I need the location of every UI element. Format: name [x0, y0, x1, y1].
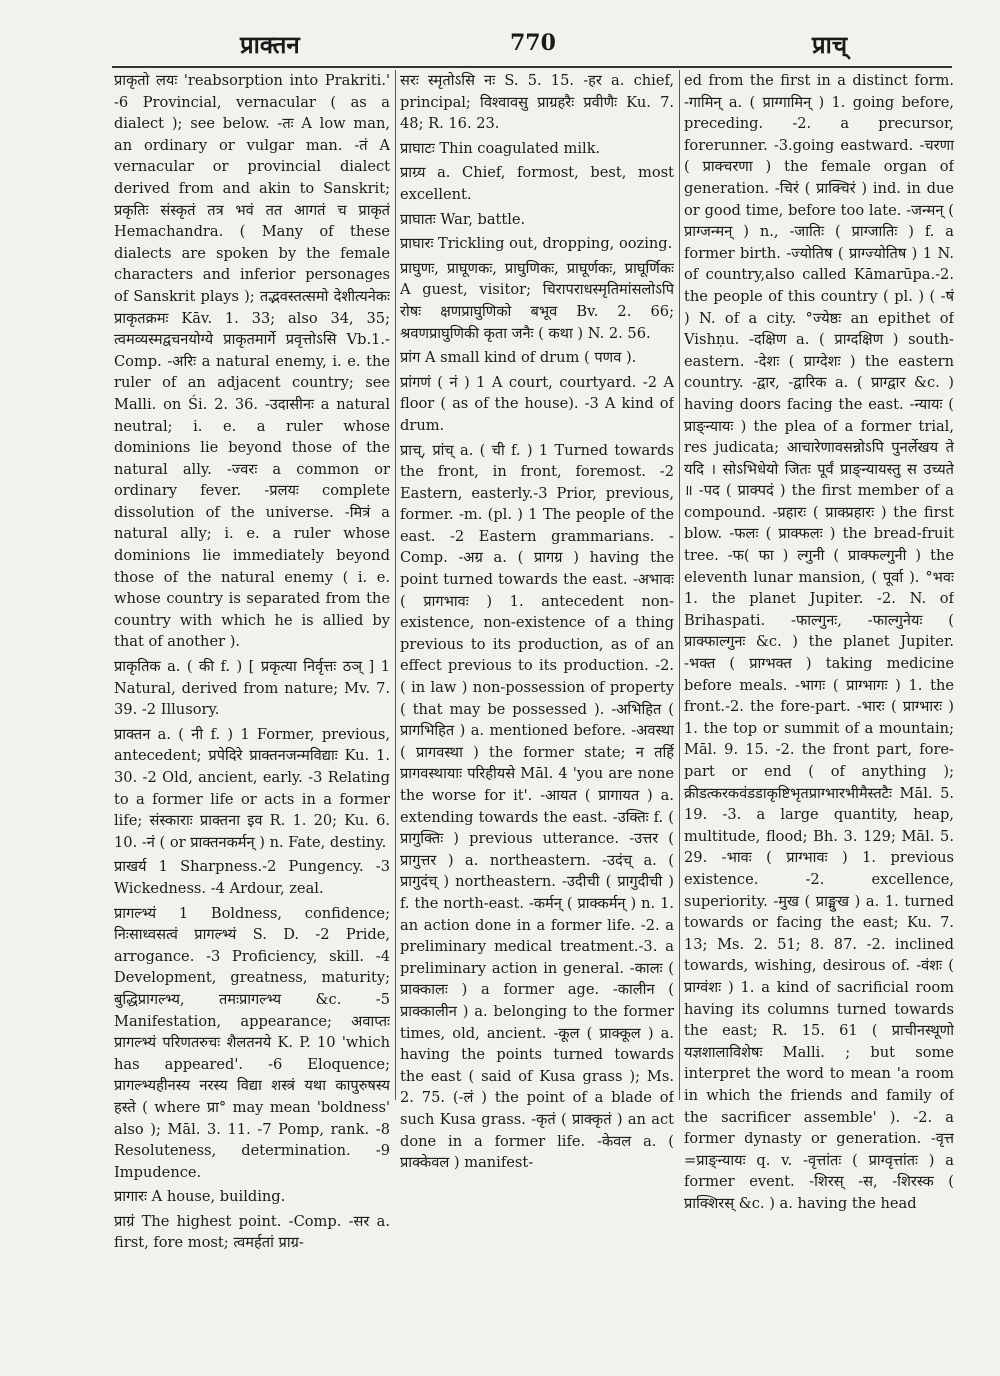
header-rule — [112, 66, 952, 68]
running-headword-left: प्राक्तन — [240, 30, 300, 59]
entry-text: प्राग्रं The highest point. -Comp. -सर a. first, fore most; त्वमर्हतां प्राग्र- — [114, 1212, 390, 1252]
entry-text: प्रागारः A house, building. — [114, 1188, 286, 1206]
page-header — [0, 0, 1000, 70]
entry-text: प्राघारः Trickling out, dropping, oozing. — [400, 235, 673, 253]
entry-text: प्रांग A small kind of drum ( पणव ). — [400, 349, 637, 367]
column-divider — [679, 70, 680, 1100]
entry-text: प्राघातः War, battle. — [400, 210, 526, 228]
entry-text: प्राघाटः Thin coagulated milk. — [400, 139, 601, 157]
entry-text: प्राकृतिक a. ( की f. ) [ प्रकृत्या निर्वृत्तः ठञ् ] 1 Natural, derived from nature; Mv. 7. 39. -2 Illusory. — [114, 658, 390, 719]
column-3 — [684, 70, 954, 1370]
entry-text: प्राग्र्य a. Chief, formost, best, most excellent. — [400, 164, 674, 203]
column-divider — [395, 70, 396, 1100]
column-1 — [114, 70, 390, 1370]
entry-text: ed from the first in a distinct form. -गामिन् a. ( प्राग्गामिन् ) 1. going before, preceding. -2. a precursor, forerunner. -3.going eastward. -चरणा ( प्राक्चरणा ) the female organ of generation. -चिरं ( प्राक्चिरं ) ind. in due or good time, before too late. -जन्मन् ( प्राग्जन्मन् ) n., -जातिः ( प्राग्जातिः ) f. a former birth. -ज्योतिष ( प्राग्ज्योतिष ) 1 N. of country,also called Kāmarūpa.-2. the people of this country ( pl. ) ( -षं ) N. of a city. °ज्येष्ठः an epithet of Vishṇu. -दक्षिण a. ( प्राग्दक्षिण ) south-eastern. -देशः ( प्राग्देशः ) the eastern country. -द्वार, -द्वारिक a. ( प्राग्द्वार &c. ) having doors facing the east. -न्यायः ( प्राङ्न्यायः ) the plea of a former trial, res judicata; आचारेणावसन्नोऽपि पुनर्लेखय ते यदि । सोऽभिधेयो जितः पूर्वं प्राङ्न्यायस्तु स उच्यते ॥ -पद ( प्राक्पदं ) the first member of a compound. -प्रहारः ( प्राक्प्रहारः ) the first blow. -फलः ( प्राक्फलः ) the bread-fruit tree. -फ( फा ) ल्गुनी ( प्राक्फल्गुनी ) the eleventh lunar mansion, ( पूर्वा ). °भवः 1. the planet Jupiter. -2. N. of Brihaspati. -फाल्गुनः, -फाल्गुनेयः ( प्राक्फाल्गुनः &c. ) the planet Jupiter. -भक्त ( प्राग्भक्त ) taking medicine before meals. -भागः ( प्राग्भागः ) 1. the front.-2. the fore-part. -भारः ( प्राग्भारः ) 1. the top or summit of a mountain; Māl. 9. 15. -2. the front part, fore-part or end ( of anything ); क्रीडत्करकवंडडाकृष्टिभृतप्राग्भारभीमैस्तटैः Māl. 5. 19. -3. a large quantity, heap, multitude, flood; Bh. 3. 129; Māl. 5. 29. -भावः ( प्राग्भावः ) 1. previous existence. -2. excellence, superiority. -मुख ( प्राङ्मुख ) a. 1. turned towards or facing the east; Ku. 7. 13; Ms. 2. 51; 8. 87. -2. inclined towards, wishing, desirous of. -वंशः ( प्राग्वंशः ) 1. a kind of sacrificial room having its columns turned towards the east; R. 15. 61 ( प्राचीनस्थूणो यज्ञशालाविशेषः Malli. ; but some interpret the word to mean 'a room in which the friends and family of the sacrificer assemble' ). -2. a former dynasty or generation. -वृत्त =प्राङ्न्यायः q. v. -वृत्तांतः ( प्राग्वृत्तांतः ) a former event. -शिरस् -स, -शिरस्क ( प्राक्शिरस् &c. ) a. having the head — [684, 72, 954, 1212]
entry-text: प्रागल्भ्यं 1 Boldness, confidence; निःसाध्वसत्वं प्रागल्भ्यं S. D. -2 Pride, arrogance. -3 Proficiency, skill. -4 Development, greatness, maturity; बुद्धिप्रागल्भ्य, तमःप्रागल्भ्य &c. -5 Manifestation, appearance; अवाप्तः प्रागल्भ्यं परिणतरुचः शैलतनये K. P. 10 'which has appeared'. -6 Eloquence; प्रागल्भ्यहीनस्य नरस्य विद्या शस्त्रं यथा कापुरुषस्य हस्ते ( where प्रा° may mean 'boldness' also ); Māl. 3. 11. -7 Pomp, rank. -8 Resoluteness, determination. -9 Impudence. — [114, 904, 390, 1181]
entry-text: प्राघुणः, प्राघूणकः, प्राघुणिकः, प्राघूर्णकः, प्राघूर्णिकः A guest, visitor; चिरापराधस्मृतिमांसलोऽपि रोषः क्षणप्राघुणिको बभूव Bv. 2. 66; श्रवणप्राघुणिकी कृता जनैः ( कथा ) N. 2. 56. — [400, 259, 674, 342]
entry-text: प्राकृतो लयः 'reabsorption into Prakriti.' -6 Provincial, vernacular ( as a dialect ); see below. -तः A low man, an ordinary or vulgar man. -तं A vernacular or provincial dialect derived from and akin to Sanskrit; प्रकृतिः संस्कृतं तत्र भवं तत आगतं च प्राकृतं Hemachandra. ( Many of these dialects are spoken by the female characters and inferior personages of Sanskrit plays ); तद्भवस्तत्समो देशीत्यनेकः प्राकृतक्रमः Kāv. 1. 33; also 34, 35; त्वमव्यस्मद्वचनयोग्ये प्राकृतमार्गे प्रवृत्तोऽसि Vb.1.-Comp. -अरिः a natural enemy, i. e. the ruler of an adjacent country; see Malli. on Śi. 2. 36. -उदासीनः a natural neutral; i. e. a ruler whose dominions lie beyond those of the natural ally. -ज्वरः a common or ordinary fever. -प्रलयः complete dissolution of the universe. -मित्रं a natural ally; i. e. a ruler whose dominions lie immediately beyond those of the natural enemy ( i. e. whose country is separated from the country with which he is allied by that of another ). — [114, 72, 390, 651]
entry-text: प्रांगणं ( नं ) 1 A court, courtyard. -2 A floor ( as of the house). -3 A kind of drum. — [400, 373, 674, 434]
entry-text: सरः स्मृतोऽसि नः S. 5. 15. -हर a. chief, principal; विश्वावसु प्राग्रहरैः प्रवीणैः Ku. 7. 48; R. 16. 23. — [400, 72, 674, 133]
page-number: 770 — [510, 30, 556, 56]
entry-text: प्राच्, प्रांच् a. ( ची f. ) 1 Turned towards the front, in front, foremost. -2 Eastern, easterly.-3 Prior, previous, former. -m. (pl. ) 1 The people of the east. -2 Eastern grammarians. -Comp. -अग्र a. ( प्रागग्र ) having the point turned towards the east. -अभावः ( प्रागभावः ) 1. antecedent non-existence, non-existence of a thing previous to its production, as of an effect previous to its production. -2. ( in law ) non-possession of property ( that may be possessed ). -अभिहित ( प्रागभिहित ) a. mentioned before. -अवस्था ( प्रागवस्था ) the former state; न तर्हि प्रागवस्थायाः परिहीयसे Māl. 4 'you are none the worse for it'. -आयत ( प्रागायत ) a. extending towards the east. -उक्तिः f. ( प्रागुक्तिः ) previous utterance. -उत्तर ( प्रागुत्तर ) a. northeastern. -उदंच् a. ( प्रागुदंच् ) northeastern. -उदीची ( प्रागुदीची ) f. the north-east. -कर्मन् ( प्राक्कर्मन् ) n. 1. an action done in a former life. -2. a preliminary medical treatment.-3. a preliminary action in general. -कालः ( प्राक्कालः ) a former age. -कालीन ( प्राक्कालीन ) a. belonging to the former times, old, ancient. -कूल ( प्राक्कूल ) a. having the points turned towards the east ( said of Kusa grass ); Ms. 2. 75. (-लं ) the point of a blade of such Kusa grass. -कृतं ( प्राक्कृतं ) an act done in a former life. -केवल a. ( प्राक्केवल ) manifest- — [400, 441, 674, 1172]
entry-text: प्राक्तन a. ( नी f. ) 1 Former, previous, antecedent; प्रपेदिरे प्राक्तनजन्मविद्याः Ku. 1. 30. -2 Old, ancient, early. -3 Relating to a former life or acts in a former life; संस्काराः प्राक्तना इव R. 1. 20; Ku. 6. 10. -नं ( or प्राक्तनकर्मन् ) n. Fate, destiny. — [114, 725, 390, 851]
column-2 — [400, 70, 674, 1370]
entry-text: प्राखर्य 1 Sharpness.-2 Pungency. -3 Wickedness. -4 Ardour, zeal. — [114, 858, 390, 897]
running-headword-right: प्राच् — [812, 30, 848, 59]
